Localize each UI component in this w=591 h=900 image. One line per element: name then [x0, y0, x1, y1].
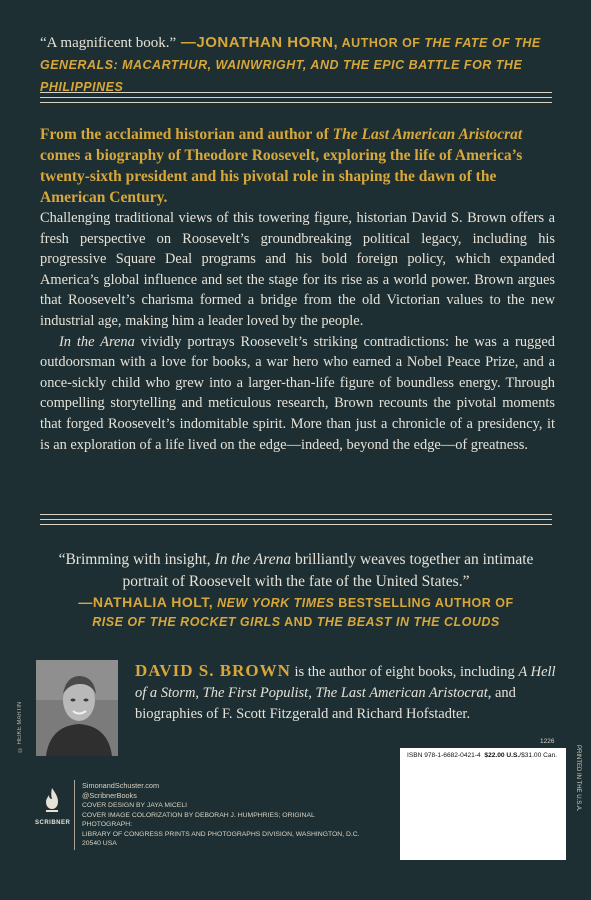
blurb-author: —NATHALIA HOLT, [78, 594, 214, 610]
price-can: /$31.00 Can. [519, 752, 557, 759]
isbn-line [407, 752, 557, 759]
author-photo [36, 660, 118, 756]
divider-line [40, 524, 552, 525]
publisher-info [82, 781, 362, 849]
description [40, 208, 555, 455]
divider-line [40, 519, 552, 520]
description-paragraph [40, 332, 555, 456]
divider-line [40, 97, 552, 98]
library-credit: LIBRARY OF CONGRESS PRINTS AND PHOTOGRAPHS DIVISION, WASHINGTON, D.C. 20540 USA [82, 830, 360, 848]
colorization-credit: COVER IMAGE COLORIZATION BY DEBORAH J. HUMPHRIES; ORIGINAL PHOTOGRAPH: [82, 811, 315, 829]
lead-book-title: The Last American Aristocrat [332, 126, 523, 143]
blurb-quote: “A magnificent book.” [40, 35, 177, 51]
paragraph-text: vividly portrays Roosevelt’s striking contradictions: he was a rugged outdoorsman with a love for books, a war hero who earned a Nobel Peace Prize, and a once-sickly child who grew into a larger-than-life figure of boundless energy. Through compelling storytelling and meticulous research, Brown recounts the pivotal moments that forged Roosevelt’s indomitable spirit. More than just a chronicle of a presidency, it is an exploration of a life lived on the edge—indeed, beyond the edge—of greatness. [40, 333, 555, 453]
logo-label: SCRIBNER [35, 820, 71, 826]
top-blurb [40, 32, 560, 98]
scribner-logo [35, 787, 69, 826]
flame-icon [42, 787, 62, 813]
cover-design-credit: COVER DESIGN BY JAYA MICELI [82, 802, 188, 809]
blurb-role: AUTHOR OF [338, 36, 425, 50]
barcode-box [400, 748, 566, 860]
price-us: $22.00 U.S. [484, 752, 520, 759]
bottom-blurb [40, 549, 552, 632]
lead-paragraph [40, 124, 555, 208]
blurb-dash: — [176, 34, 197, 51]
divider-line [40, 514, 552, 515]
photo-credit: © HEIKE MARTIN [17, 701, 23, 752]
divider-line [40, 102, 552, 103]
description-paragraph: Challenging traditional views of this towering figure, historian David S. Brown offers a fresh perspective on Roosevelt’s groundbreaking political legacy, including his progressive Square Deal programs and his bold foreign policy, which expanded America’s global influence and set the stage for its rise as a world power. Brown argues that Roosevelt’s charisma formed a bridge from the old Victorian values to the new industrial age, making him a leader loved by the people. [40, 210, 555, 329]
isbn: ISBN 978-1-6682-0421-4 [407, 752, 481, 759]
publisher-website[interactable]: SimonandSchuster.com [82, 781, 160, 790]
publisher-divider [74, 780, 75, 850]
lead-text: comes a biography of Theodore Roosevelt, exploring the life of America’s twenty-sixth president and his pivotal role in shaping the dawn of the American Century. [40, 147, 523, 206]
author-name: DAVID S. BROWN [135, 661, 291, 680]
blurb-author: JONATHAN HORN, [196, 34, 339, 51]
lead-text: From the acclaimed historian and author of [40, 126, 333, 143]
blurb-book: THE FATE OF THE GENERALS: MACARTHUR, WAINWRIGHT, AND THE EPIC BATTLE FOR THE PHILIPPINES [40, 36, 541, 94]
printed-in: PRINTED IN THE U.S.A. [575, 745, 581, 812]
book-title: In the Arena [59, 333, 135, 350]
blurb-attribution: —NATHALIA HOLT, NEW YORK TIMES BESTSELLING AUTHOR OF RISE OF THE ROCKET GIRLS AND THE BEAST IN THE CLOUDS [78, 594, 514, 629]
author-bio: DAVID S. BROWN is the author of eight books, including A Hell of a Storm, The First Populist, The Last American Aristocrat, and biographies of F. Scott Fitzgerald and Richard Hofstadter. [135, 661, 556, 722]
blurb-quote: “Brimming with insight, In the Arena brilliantly weaves together an intimate portrait of Roosevelt with the fate of the United States.” [58, 551, 534, 590]
publisher-social[interactable]: @ScribnerBooks [82, 791, 137, 800]
divider-line [40, 92, 552, 93]
print-code: 1226 [540, 738, 555, 745]
